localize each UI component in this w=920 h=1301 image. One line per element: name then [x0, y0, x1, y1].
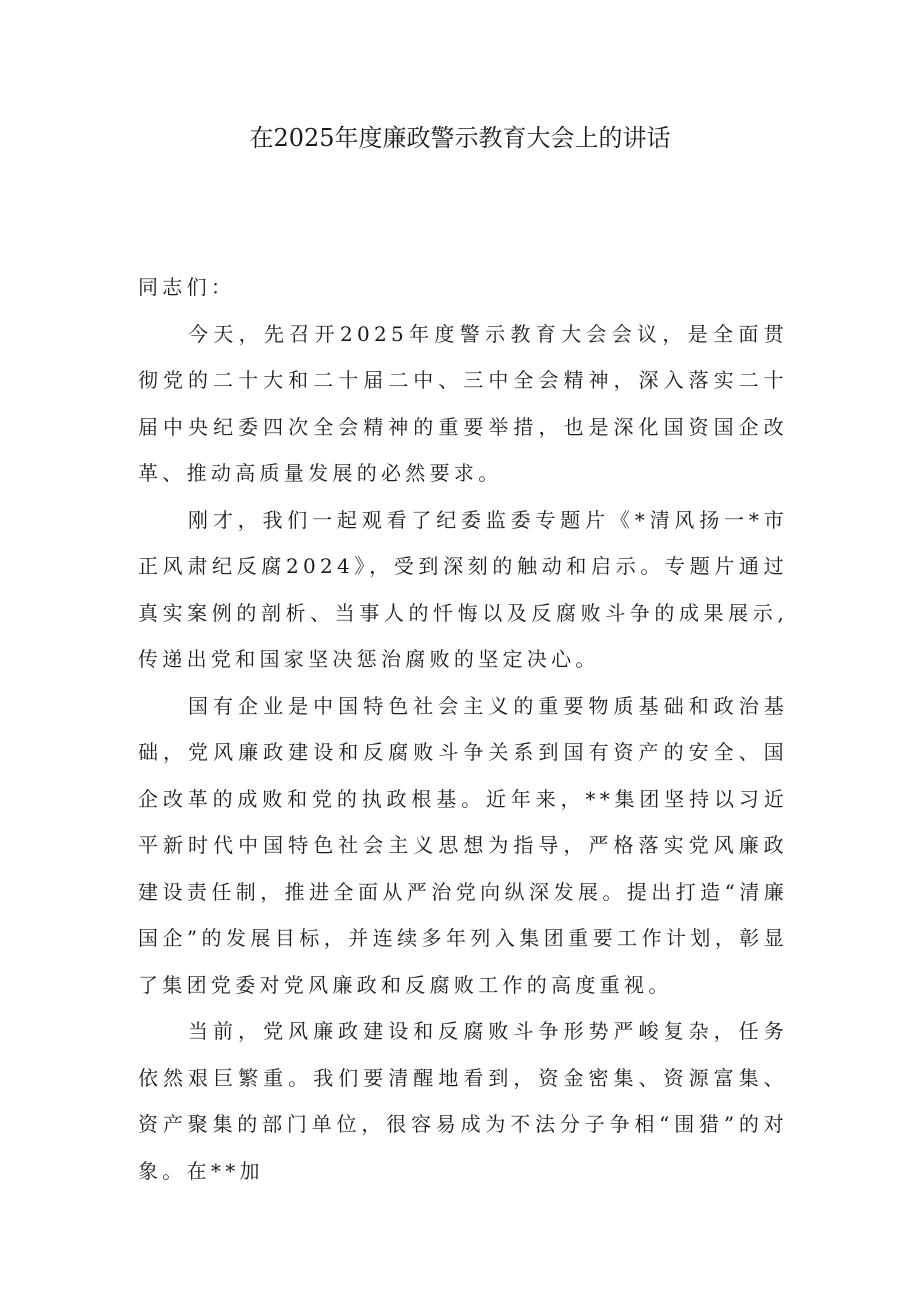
paragraph-3: 国有企业是中国特色社会主义的重要物质基础和政治基础，党风廉政建设和反腐败斗争关系到国有资产的安全、国企改革的成败和党的执政根基。近年来，**集团坚持以习近平新时代中国特色社会主义思想为指导，严格落实党风廉政建设责任制，推进全面从严治党向纵深发展。提出打造“清廉国企”的发展目标，并连续多年列入集团重要工作计划，彰显了集团党委对党风廉政和反腐败工作的高度重视。: [138, 693, 788, 997]
salutation: 同志们：: [138, 275, 236, 299]
paragraph-4: 当前，党风廉政建设和反腐败斗争形势严峻复杂，任务依然艰巨繁重。我们要清醒地看到，资金密集、资源富集、资产聚集的部门单位，很容易成为不法分子争相“围猎”的对象。在**加: [138, 1019, 788, 1183]
paragraph-2: 刚才，我们一起观看了纪委监委专题片《*清风扬一*市正风肃纪反腐2024》，受到深刻的触动和启示。专题片通过真实案例的剖析、当事人的忏悔以及反腐败斗争的成果展示,传递出党和国家坚决惩治腐败的坚定决心。: [138, 507, 788, 671]
document-title: 在2025年度廉政警示教育大会上的讲话: [249, 124, 671, 152]
document-body: [138, 264, 788, 1194]
paragraph-1: 今天，先召开2025年度警示教育大会会议，是全面贯彻党的二十大和二十届二中、三中全会精神，深入落实二十届中央纪委四次全会精神的重要举措，也是深化国资国企改革、推动高质量发展的必然要求。: [138, 321, 788, 485]
